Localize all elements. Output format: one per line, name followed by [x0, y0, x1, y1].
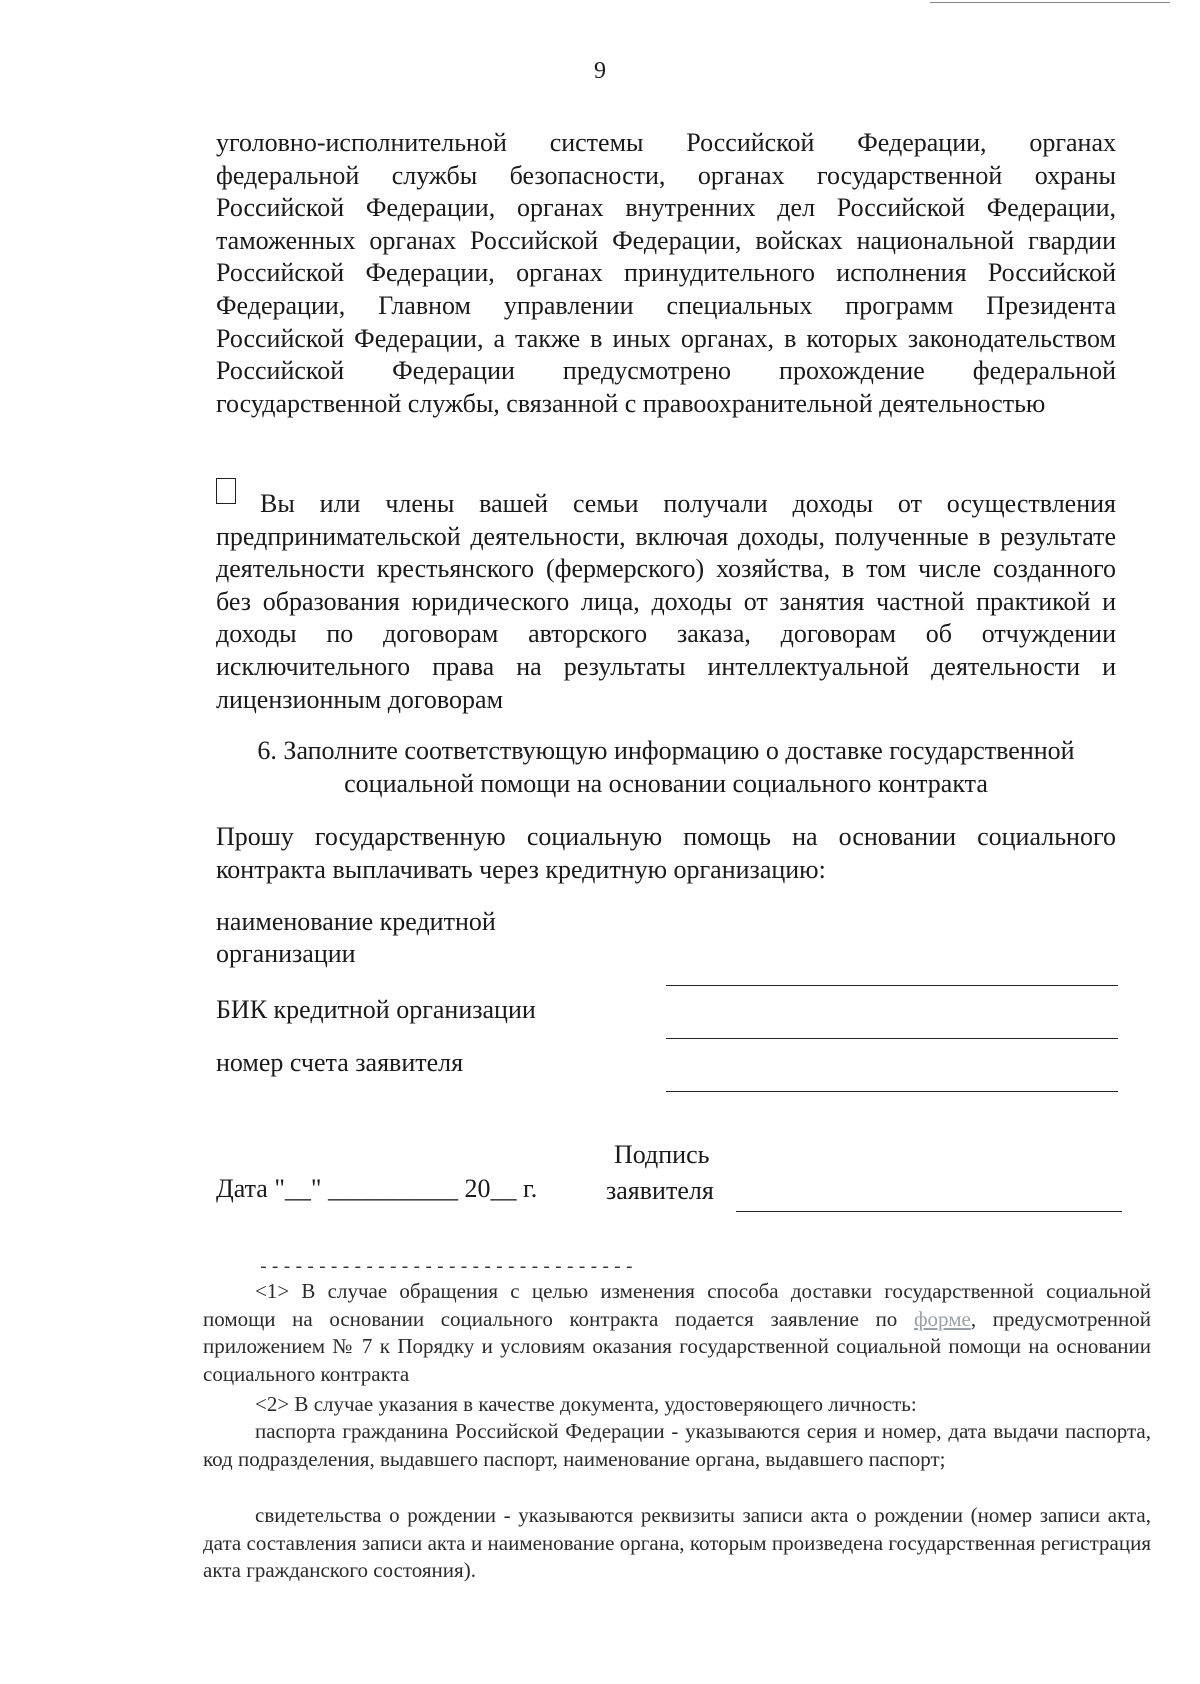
section-6-heading	[216, 735, 1116, 800]
paragraph-law-enforcement-service: уголовно-исполнительной системы Российской Федерации, органах федеральной службы безопасности, органах государственной охраны Российской Федерации, органах внутренних дел Российской Федерации, таможенных органах Российской Федерации, войсках национальной гвардии Российской Федерации, органах принудительного исполнения Российской Федерации, Главном управлении специальных программ Президента Российской Федерации, а также в иных органах, в которых законодательством Российской Федерации предусмотрено прохождение федеральной государственной службы, связанной с правоохранительной деятельностью	[216, 128, 1116, 418]
footnote-2-passport: паспорта гражданина Российской Федерации - указываются серия и номер, дата выдачи паспорта, код подразделения, выдавшего паспорт, наименование органа, выдавшего паспорт;	[203, 1419, 1151, 1471]
footnote-1-text-end: , предусмотренной приложением № 7 к Порядку и условиям оказания государственной социальной помощи на основании социального контракта	[203, 1306, 1151, 1386]
page-number: 9	[594, 58, 606, 84]
signature-field-line[interactable]	[736, 1211, 1122, 1212]
section-6-heading-line-2: социальной помощи на основании социального контракта	[344, 768, 988, 798]
account-number-field-line[interactable]	[666, 1091, 1118, 1092]
date-field[interactable]: Дата "__" __________ 20__ г.	[216, 1174, 538, 1203]
footnote-separator: --------------------------------	[258, 1258, 636, 1278]
bank-name-label: наименование кредитной организации	[216, 907, 496, 968]
bik-label: БИК кредитной организации	[216, 995, 536, 1024]
footnote-1	[203, 1278, 1151, 1388]
footnote-2-birth-certificate: свидетельства о рождении - указываются реквизиты записи акта о рождении (номер записи акта, дата составления записи акта и наименование органа, которым произведена государственная регистрация акта гражданского состояния).	[203, 1503, 1151, 1582]
bank-name-field-line[interactable]	[666, 985, 1118, 986]
signature-label-line-1: Подпись	[614, 1140, 710, 1169]
checkbox-item-text: Вы или члены вашей семьи получали доходы от осуществления предпринимательской деятельности, включая доходы, полученные в результате деятельности крестьянского (фермерского) хозяйства, в том числе созданного без образования юридического лица, доходы от занятия частной практикой и доходы по договорам авторского заказа, договорам об отчуждении исключительного права на результаты интеллектуальной деятельности и лицензионным договорам	[216, 489, 1116, 714]
section-6-heading-line-1: 6. Заполните соответствующую информацию о доставке государственной	[257, 736, 1075, 765]
signature-label	[606, 1137, 714, 1209]
top-edge-rule	[930, 2, 1170, 3]
signature-label-line-2: заявителя	[606, 1176, 714, 1205]
account-number-label: номер счета заявителя	[216, 1048, 464, 1077]
footnote-2: <2> В случае указания в качестве документа, удостоверяющего личность:	[255, 1392, 917, 1416]
footnote-1-text-start: <1> В случае обращения с целью изменения способа доставки государственной социальной помощи на основании социального контракта подается заявление по	[203, 1279, 1151, 1331]
delivery-request-text: Прошу государственную социальную помощь на основании социального контракта выплачивать через кредитную организацию:	[216, 822, 1116, 884]
bik-field-line[interactable]	[666, 1038, 1118, 1039]
form-link[interactable]: форме	[913, 1306, 971, 1331]
